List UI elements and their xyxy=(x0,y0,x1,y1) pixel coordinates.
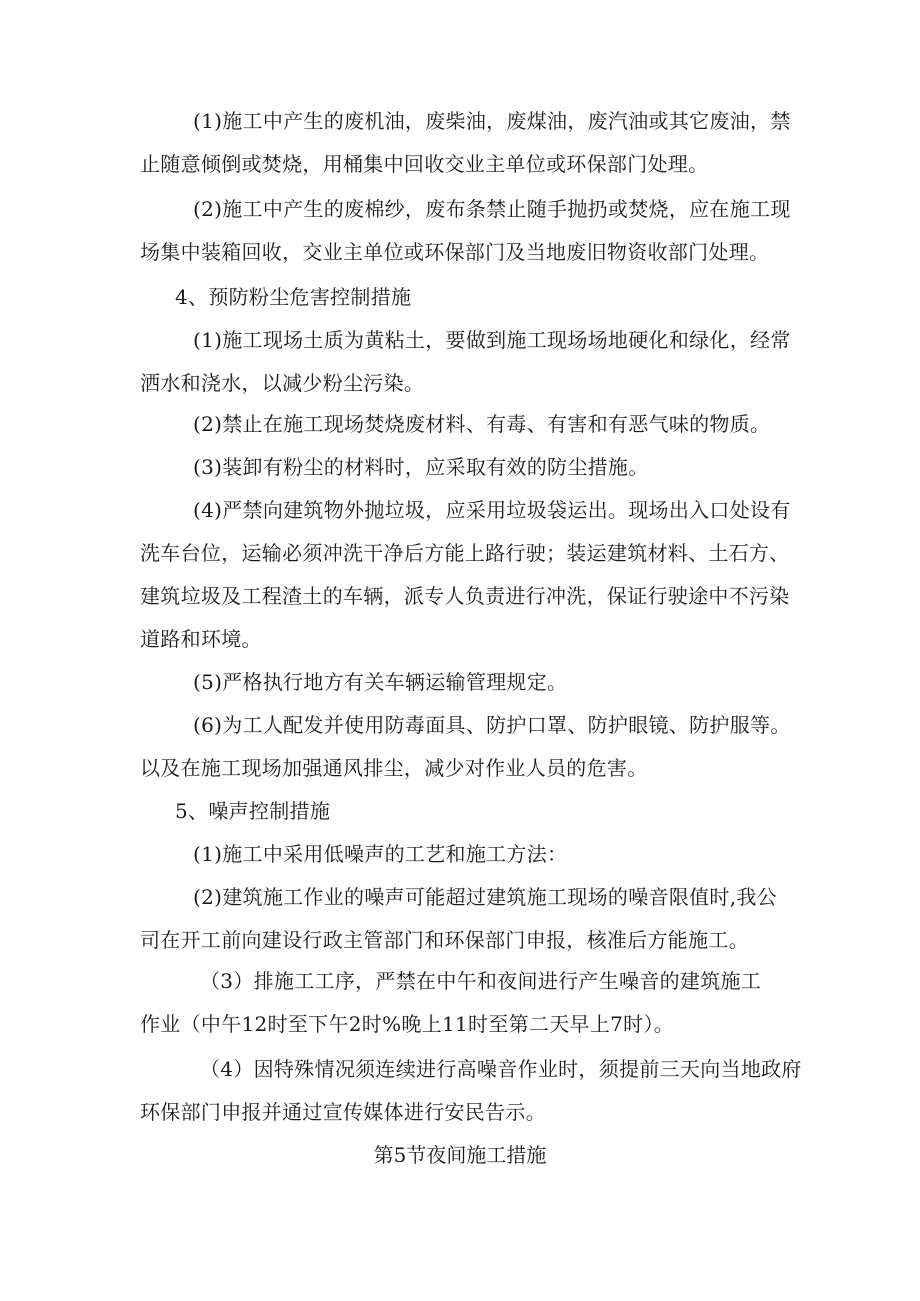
subsection-heading: 5、噪声控制措施 xyxy=(175,799,331,823)
paragraph-line: 场集中装箱回收，交业主单位或环保部门及当地废旧物资收部门处理。 xyxy=(140,240,770,264)
paragraph-line: 道路和环境。 xyxy=(140,627,262,651)
paragraph-line: (2)建筑施工作业的噪声可能超过建筑施工现场的噪音限值时,我公 xyxy=(193,885,777,909)
paragraph-line: 建筑垃圾及工程渣土的车辆，派专人负责进行冲洗，保证行驶途中不污染 xyxy=(140,584,790,608)
paragraph-line: (2)禁止在施工现场焚烧废材料、有毒、有害和有恶气味的物质。 xyxy=(193,412,771,436)
paragraph-line: 以及在施工现场加强通风排尘，减少对作业人员的危害。 xyxy=(140,756,648,780)
paragraph-line: (1)施工现场土质为黄粘土，要做到施工现场场地硬化和绿化，经常 xyxy=(193,328,791,352)
paragraph-line: 作业（中午12时至下午2时%晚上11时至第二天早上7时）。 xyxy=(140,1012,675,1036)
paragraph-line: (1)施工中产生的废机油，废柴油，废煤油，废汽油或其它废油，禁 xyxy=(193,109,791,133)
subsection-heading: 4、预防粉尘危害控制措施 xyxy=(175,285,412,309)
paragraph-line: 环保部门申报并通过宣传媒体进行安民告示。 xyxy=(140,1100,546,1124)
paragraph-line: 司在开工前向建设行政主管部门和环保部门申报，核准后方能施工。 xyxy=(140,928,749,952)
paragraph-line: (4)严禁向建筑物外抛垃圾，应采用垃圾袋运出。现场出入口处设有 xyxy=(193,498,791,522)
paragraph-line: 洗车台位，运输必须冲洗干净后方能上路行驶；装运建筑材料、土石方、 xyxy=(140,541,790,565)
paragraph-line: (6)为工人配发并使用防毒面具、防护口罩、防护眼镜、防护服等。 xyxy=(193,713,791,737)
paragraph-line: (5)严格执行地方有关车辆运输管理规定。 xyxy=(193,670,568,694)
paragraph-line: （3）排施工工序，严禁在中午和夜间进行产生噪音的建筑施工 xyxy=(200,969,762,993)
paragraph-line: (3)装卸有粉尘的材料时，应采取有效的防尘措施。 xyxy=(193,455,649,479)
paragraph-line: （4）因特殊情况须连续进行高噪音作业时，须提前三天向当地政府 xyxy=(200,1057,802,1081)
paragraph-line: 止随意倾倒或焚烧，用桶集中回收交业主单位或环保部门处理。 xyxy=(140,152,709,176)
section-heading: 第5节夜间施工措施 xyxy=(373,1143,547,1167)
paragraph-line: 洒水和浇水，以减少粉尘污染。 xyxy=(140,371,425,395)
paragraph-line: (1)施工中采用低噪声的工艺和施工方法： xyxy=(193,842,568,866)
paragraph-line: (2)施工中产生的废棉纱，废布条禁止随手抛扔或焚烧，应在施工现 xyxy=(193,197,791,221)
